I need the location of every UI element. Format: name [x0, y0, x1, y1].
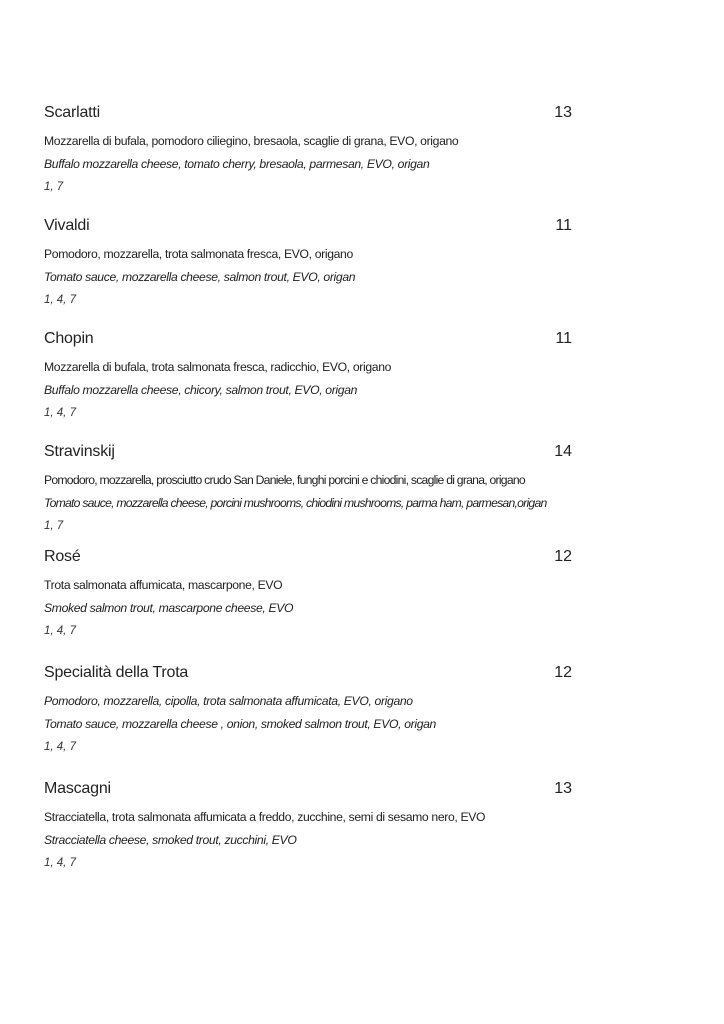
menu-item [44, 443, 572, 548]
menu-item-allergens: 1, 7 [44, 520, 64, 532]
menu-item-name: Mascagni [44, 780, 111, 797]
menu-item-price: 14 [554, 443, 572, 460]
menu-item-price: 13 [554, 104, 572, 121]
menu-item-header [44, 330, 572, 356]
menu-item-allergens: 1, 7 [44, 181, 64, 193]
menu-item-name: Rosé [44, 548, 81, 565]
menu-item-price: 13 [554, 780, 572, 797]
menu-item-price: 12 [554, 548, 572, 565]
menu-item [44, 330, 572, 443]
menu-item-header [44, 664, 572, 690]
menu-item-description-english: Stracciatella cheese, smoked trout, zucchini, EVO [44, 833, 297, 847]
menu-item [44, 780, 572, 893]
menu-item-allergens: 1, 4, 7 [44, 294, 76, 306]
menu-item-allergens: 1, 4, 7 [44, 857, 76, 869]
menu-item-name: Vivaldi [44, 217, 90, 234]
menu-item-header [44, 780, 572, 806]
menu-item-description-english: Buffalo mozzarella cheese, chicory, salmon trout, EVO, origan [44, 383, 358, 397]
menu-item-description-italian: Stracciatella, trota salmonata affumicata a freddo, zucchine, semi di sesamo nero, EVO [44, 810, 486, 824]
menu-item-allergens: 1, 4, 7 [44, 741, 76, 753]
menu-item-description-english: Tomato sauce, mozzarella cheese , onion, smoked salmon trout, EVO, origan [44, 717, 436, 731]
menu-item-name: Stravinskij [44, 443, 115, 460]
menu-item-description-english: Buffalo mozzarella cheese, tomato cherry, bresaola, parmesan, EVO, origan [44, 157, 430, 171]
menu-item-price: 12 [554, 664, 572, 681]
menu-item-description-english: Tomato sauce, mozzarella cheese, porcini mushrooms, chiodini mushrooms, parma ham, parmesan,origan [44, 496, 547, 510]
pizza-menu [44, 104, 572, 893]
menu-item [44, 217, 572, 330]
menu-item-name: Scarlatti [44, 104, 100, 121]
menu-item-price: 11 [555, 330, 572, 347]
menu-item [44, 104, 572, 217]
menu-item-description-english: Tomato sauce, mozzarella cheese, salmon trout, EVO, origan [44, 270, 356, 284]
menu-item-description-italian: Pomodoro, mozzarella, trota salmonata fresca, EVO, origano [44, 247, 353, 261]
menu-item-description-italian: Mozzarella di bufala, trota salmonata fresca, radicchio, EVO, origano [44, 360, 392, 374]
menu-item-description-italian: Mozzarella di bufala, pomodoro ciliegino, bresaola, scaglie di grana, EVO, origano [44, 134, 459, 148]
menu-item-description-italian: Pomodoro, mozzarella, prosciutto crudo San Daniele, funghi porcini e chiodini, scaglie di grana, origano [44, 473, 525, 487]
menu-item-header [44, 217, 572, 243]
menu-item-header [44, 443, 572, 469]
menu-item-name: Chopin [44, 330, 94, 347]
menu-item-header [44, 104, 572, 130]
menu-item-price: 11 [555, 217, 572, 234]
menu-item-allergens: 1, 4, 7 [44, 625, 76, 637]
menu-item-description-english: Smoked salmon trout, mascarpone cheese, EVO [44, 601, 294, 615]
menu-item-header [44, 548, 572, 574]
menu-item [44, 664, 572, 780]
menu-item [44, 548, 572, 664]
menu-item-allergens: 1, 4, 7 [44, 407, 76, 419]
menu-item-description-italian: Trota salmonata affumicata, mascarpone, EVO [44, 578, 283, 592]
menu-item-name: Specialità della Trota [44, 664, 189, 681]
menu-item-description-italian: Pomodoro, mozzarella, cipolla, trota salmonata affumicata, EVO, origano [44, 694, 413, 708]
